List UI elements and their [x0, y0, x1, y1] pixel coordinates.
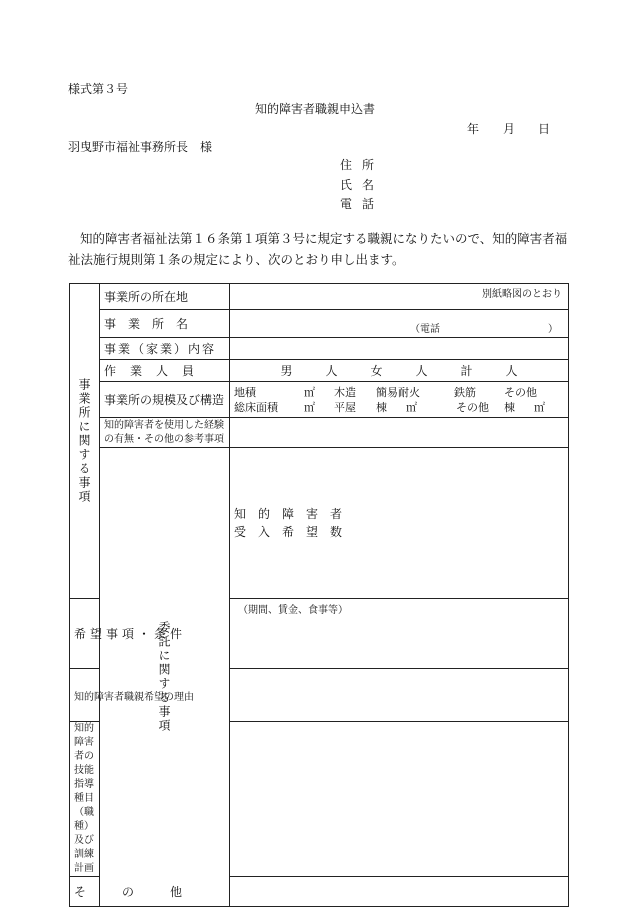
scale-simple-fire: 簡易耐火 [376, 385, 420, 399]
scale-other-1: その他 [504, 385, 537, 399]
scale-sqm-2: ㎡ [304, 400, 315, 414]
application-table [69, 283, 569, 907]
conditions-label: 希望事項・条件 [70, 599, 100, 669]
form-title: 知的障害者職親申込書 [254, 102, 375, 116]
training-label: 知的障害者の技能指導種目（職種）及び訓練計画 [70, 722, 100, 877]
other-field[interactable] [230, 877, 569, 907]
acceptance-label-line-1: 知的障害者 [234, 507, 355, 521]
form-number: 様式第３号 [68, 82, 129, 96]
scale-land: 地積 [234, 385, 256, 399]
scale-building-2: 棟 [504, 400, 515, 414]
scale-building-1: 棟 [376, 400, 387, 414]
location-label: 事業所の所在地 [100, 284, 230, 310]
scale-other-2: その他 [456, 400, 489, 414]
workers-person-3: 人 [505, 364, 518, 378]
date-day: 日 [538, 122, 551, 136]
scale-flat: 平屋 [334, 400, 356, 414]
experience-field[interactable] [230, 418, 569, 448]
location-note: 別紙略図のとおり [482, 289, 562, 300]
location-field[interactable] [230, 284, 569, 310]
workers-person-1: 人 [325, 364, 338, 378]
conditions-field[interactable] [230, 599, 569, 669]
reason-field[interactable] [230, 669, 569, 722]
intro-text: 知的障害者福祉法第１６条第１項第３号に規定する職親になりたいので、知的障害者福祉法施行規則第１条の規定により、次のとおり申し出ます。 [68, 231, 568, 267]
acceptance-label-line-2: 受入希望数 [234, 525, 355, 539]
scale-floor-area: 総床面積 [234, 400, 278, 414]
reason-label: 知的障害者職親希望の理由 [70, 669, 100, 722]
scale-sqm-1: ㎡ [304, 385, 315, 399]
address-label: 住所 [340, 158, 385, 172]
business-section-header: 事業所に関する事項 [70, 284, 100, 599]
name-label: 氏名 [340, 178, 385, 192]
consignment-section-header: 委託に関する事項 [100, 448, 230, 907]
acceptance-label [230, 448, 569, 599]
office-name-label: 事業所名 [100, 310, 230, 338]
office-phone-open: （電話 [410, 324, 440, 335]
experience-label: 知的障害者を使用した経験の有無・その他の参考事項 [100, 418, 230, 448]
workers-label: 作業人員 [100, 360, 230, 382]
scale-wood: 木造 [334, 385, 356, 399]
workers-male: 男 [280, 364, 293, 378]
business-content-field[interactable] [230, 338, 569, 360]
phone-label: 電話 [340, 197, 385, 211]
scale-label: 事業所の規模及び構造 [100, 382, 230, 418]
other-label: その他 [70, 877, 100, 907]
training-field[interactable] [230, 722, 569, 877]
workers-person-2: 人 [415, 364, 428, 378]
conditions-hint: （期間、賃金、食事等） [238, 605, 348, 616]
addressee: 羽曳野市福祉事務所長 様 [68, 140, 213, 154]
workers-total: 計 [460, 364, 473, 378]
business-content-label: 事業（家業）内容 [100, 338, 230, 360]
office-name-field[interactable] [230, 310, 569, 338]
date-month: 月 [503, 122, 516, 136]
workers-field[interactable] [230, 360, 569, 382]
scale-sqm-4: ㎡ [534, 400, 545, 414]
office-phone-close: ） [548, 324, 558, 335]
date-year: 年 [467, 122, 480, 136]
workers-female: 女 [370, 364, 383, 378]
scale-steel: 鉄筋 [454, 385, 476, 399]
scale-sqm-3: ㎡ [406, 400, 417, 414]
scale-field[interactable] [230, 382, 569, 418]
